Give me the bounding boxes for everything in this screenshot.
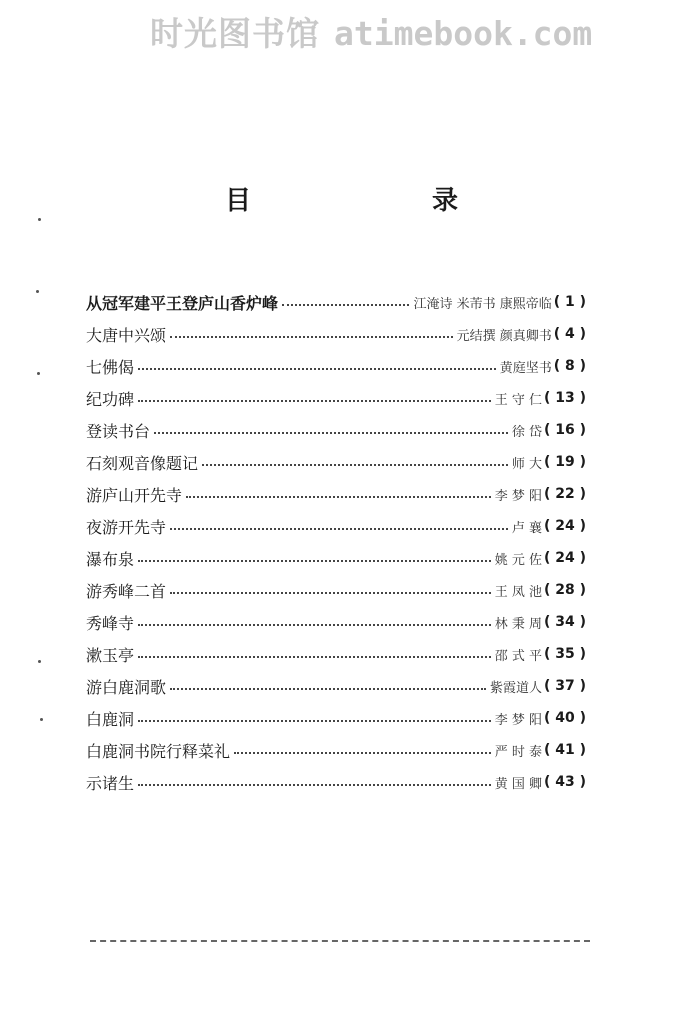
toc-heading: [0, 180, 684, 220]
toc-row: [86, 766, 586, 798]
toc-row: [86, 702, 586, 734]
toc-page-number: ( 1 ): [553, 294, 586, 310]
toc-title: 示诸生: [86, 773, 135, 793]
dot-leader: [138, 400, 491, 402]
toc-page-number: ( 4 ): [553, 326, 586, 342]
toc-title: 游庐山开先寺: [86, 485, 183, 505]
toc-page-number: ( 22 ): [543, 486, 586, 502]
toc-page-number: ( 35 ): [543, 646, 586, 662]
toc-row: [86, 638, 586, 670]
toc-author: 林 秉 周: [494, 616, 542, 632]
toc-title: 游白鹿洞歌: [86, 677, 167, 697]
toc-page-number: ( 34 ): [543, 614, 586, 630]
heading-char-1: 目: [225, 186, 252, 216]
toc-author: 卢 襄: [511, 520, 542, 536]
dot-leader: [282, 304, 409, 306]
toc-page-number: ( 24 ): [543, 550, 586, 566]
toc-row: [86, 350, 586, 382]
scan-speck: [36, 290, 39, 293]
heading-char-2: 录: [432, 186, 459, 216]
toc-author: 紫霞道人: [489, 680, 542, 696]
toc-row: [86, 286, 586, 318]
dot-leader: [138, 784, 491, 786]
toc-page-number: ( 37 ): [543, 678, 586, 694]
dot-leader: [138, 624, 491, 626]
dot-leader: [234, 752, 491, 754]
dot-leader: [170, 688, 486, 690]
scan-speck: [40, 718, 43, 721]
toc-author: 黄庭坚书: [499, 360, 552, 376]
watermark: [150, 8, 684, 53]
dot-leader: [186, 496, 491, 498]
toc-author: 姚 元 佐: [494, 552, 542, 568]
toc-title: 夜游开先寺: [86, 517, 167, 537]
toc-title: 大唐中兴颂: [86, 325, 167, 345]
toc-row: [86, 446, 586, 478]
toc-row: [86, 542, 586, 574]
dot-leader: [138, 720, 491, 722]
toc-author: 李 梦 阳: [494, 712, 542, 728]
toc-page-number: ( 16 ): [543, 422, 586, 438]
scan-speck: [38, 218, 41, 221]
toc-row: [86, 318, 586, 350]
toc-row: [86, 414, 586, 446]
toc-title: 七佛偈: [86, 357, 135, 377]
toc-author: 徐 岱: [511, 424, 542, 440]
toc-page-number: ( 19 ): [543, 454, 586, 470]
toc-title: 从冠军建平王登庐山香炉峰: [86, 293, 279, 313]
toc-title: 瀑布泉: [86, 549, 135, 569]
toc-page-number: ( 28 ): [543, 582, 586, 598]
toc-row: [86, 670, 586, 702]
toc-page-number: ( 40 ): [543, 710, 586, 726]
dot-leader: [138, 368, 496, 370]
dot-leader: [202, 464, 508, 466]
toc-author: 严 时 泰: [494, 744, 542, 760]
bottom-rule: [90, 940, 590, 942]
toc-page-number: ( 41 ): [543, 742, 586, 758]
toc-row: [86, 734, 586, 766]
dot-leader: [170, 336, 453, 338]
toc-row: [86, 478, 586, 510]
toc-page-number: ( 43 ): [543, 774, 586, 790]
toc-row: [86, 574, 586, 606]
toc-author: 师 大: [511, 456, 542, 472]
toc-title: 石刻观音像题记: [86, 453, 199, 473]
toc-page-number: ( 24 ): [543, 518, 586, 534]
toc-title: 秀峰寺: [86, 613, 135, 633]
toc-author: 元结撰 颜真卿书: [456, 328, 552, 344]
scan-speck: [38, 660, 41, 663]
toc-title: 漱玉亭: [86, 645, 135, 665]
toc-title: 白鹿洞书院行释菜礼: [86, 741, 231, 761]
toc-author: 李 梦 阳: [494, 488, 542, 504]
toc-page-number: ( 8 ): [553, 358, 586, 374]
toc-author: 王 守 仁: [494, 392, 542, 408]
scan-speck: [37, 372, 40, 375]
toc-row: [86, 606, 586, 638]
watermark-url: atimebook.com: [334, 14, 593, 53]
toc-title: 游秀峰二首: [86, 581, 167, 601]
dot-leader: [138, 656, 491, 658]
toc-row: [86, 510, 586, 542]
dot-leader: [138, 560, 491, 562]
toc-page-number: ( 13 ): [543, 390, 586, 406]
toc-row: [86, 382, 586, 414]
watermark-cn: 时光图书馆: [150, 14, 320, 53]
table-of-contents: [86, 286, 586, 798]
toc-title: 登读书台: [86, 421, 151, 441]
toc-author: 王 凤 池: [494, 584, 542, 600]
toc-title: 纪功碑: [86, 389, 135, 409]
dot-leader: [154, 432, 508, 434]
toc-author: 江淹诗 米芾书 康熙帝临: [413, 296, 552, 312]
toc-author: 邵 式 平: [494, 648, 542, 664]
dot-leader: [170, 528, 508, 530]
toc-title: 白鹿洞: [86, 709, 135, 729]
toc-author: 黄 国 卿: [494, 776, 542, 792]
dot-leader: [170, 592, 491, 594]
